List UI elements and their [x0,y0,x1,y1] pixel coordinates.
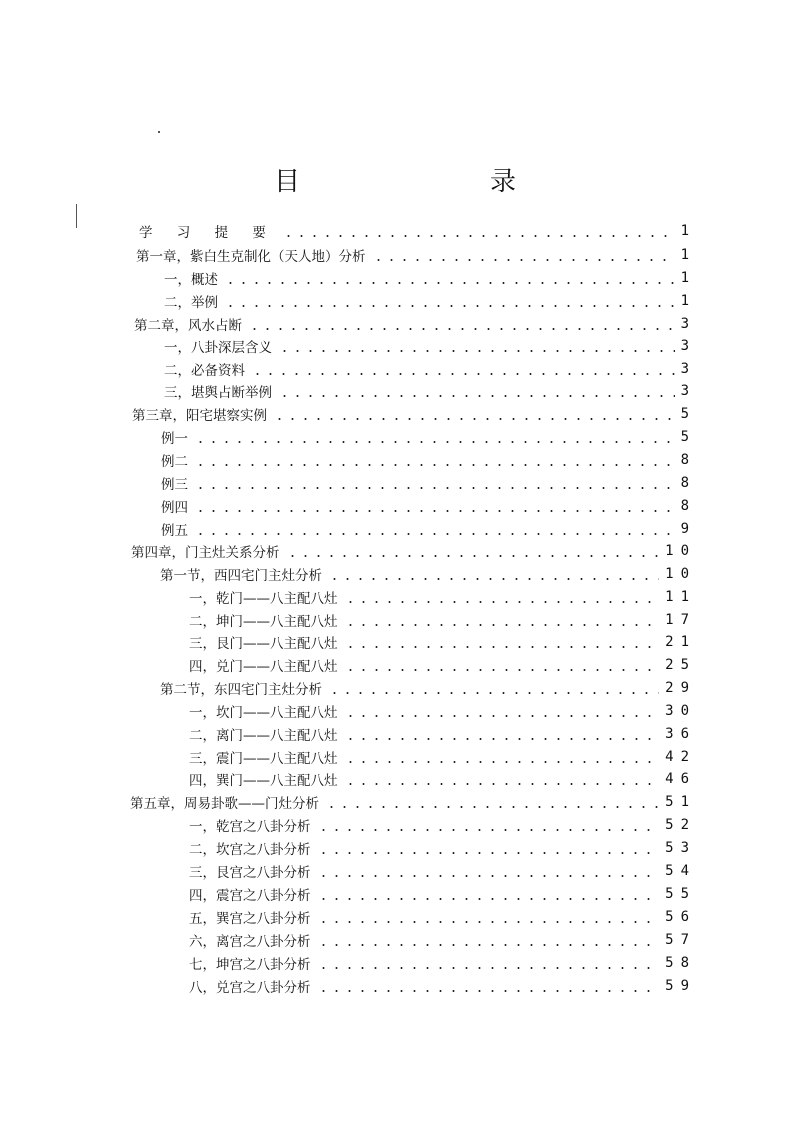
toc-entry[interactable] [161,425,696,448]
toc-entry-label: 例三 [161,476,188,493]
toc-entry[interactable] [189,722,696,745]
toc-entry-page: 36 [665,725,696,742]
toc-leader-dots [344,601,660,603]
toc-entry[interactable] [189,608,696,631]
toc-entry[interactable] [189,859,696,882]
toc-entry-page: 17 [665,611,696,628]
toc-entry-label: 二，必备资料 [164,362,245,379]
toc-entry[interactable] [189,745,696,768]
toc-entry-page: 10 [665,542,696,559]
toc-entry-page: 57 [665,931,696,948]
toc-leader-dots [344,624,660,626]
toc-entry-label: 五，巽宫之八卦分析 [189,910,311,927]
toc-entry-page: 8 [680,474,696,491]
toc-entry[interactable] [164,289,696,312]
toc-leader-dots [317,967,660,969]
toc-entry[interactable] [189,767,696,790]
toc-entry[interactable] [164,334,696,357]
toc-leader-dots [286,555,660,557]
toc-entry-page: 29 [665,679,696,696]
toc-entry-page: 51 [665,793,696,810]
toc-entry-page: 25 [665,656,696,673]
toc-entry[interactable] [189,585,696,608]
toc-leader-dots [344,669,660,671]
toc-leader-dots [344,783,660,785]
toc-leader-dots [344,646,660,648]
toc-entry-label: 八，兑宫之八卦分析 [189,979,311,996]
toc-leader-dots [194,533,675,535]
toc-leader-dots [344,761,660,763]
toc-entry-label: 例四 [161,499,188,516]
toc-entry-label: 一，乾门——八主配八灶 [189,590,338,607]
toc-entry[interactable] [164,266,696,289]
toc-entry[interactable] [189,974,696,997]
toc-entry-page: 1 [680,246,696,263]
toc-entry[interactable] [164,379,696,402]
toc-entry[interactable] [161,494,696,517]
toc-entry-page: 21 [665,633,696,650]
toc-entry-label: 第一章，紫白生克制化（天人地）分析 [136,248,366,265]
toc-entry[interactable] [189,905,696,928]
toc-leader-dots [372,259,675,261]
toc-entry[interactable] [189,928,696,951]
toc-leader-dots [251,373,675,375]
toc-entry-page: 46 [665,770,696,787]
toc-entry[interactable] [139,219,696,242]
toc-entry[interactable] [189,630,696,653]
toc-entry[interactable] [189,882,696,905]
toc-entry-label: 六，离宫之八卦分析 [189,933,311,950]
toc-leader-dots [317,921,660,923]
toc-entry-page: 3 [680,382,696,399]
toc-leader-dots [224,305,675,307]
toc-entry[interactable] [136,243,696,266]
toc-entry[interactable] [189,699,696,722]
toc-entry-label: 第一节，西四宅门主灶分析 [160,567,322,584]
toc-leader-dots [317,852,660,854]
toc-leader-dots [194,464,675,466]
toc-entry-page: 5 [680,428,696,445]
toc-entry-label: 四，震宫之八卦分析 [189,887,311,904]
title-char-right: 录 [490,167,517,197]
toc-entry[interactable] [189,653,696,676]
toc-leader-dots [194,487,675,489]
toc-entry-page: 3 [680,360,696,377]
toc-entry[interactable] [164,357,696,380]
toc-entry-page: 11 [665,588,696,605]
toc-entry-page: 56 [665,908,696,925]
toc-leader-dots [278,395,675,397]
toc-entry-label: 例一 [161,430,188,447]
toc-entry-page: 9 [680,520,696,537]
toc-entry-label: 第三章，阳宅堪察实例 [132,407,267,424]
toc-entry-label: 第五章，周易卦歌——门灶分析 [130,795,319,812]
toc-entry[interactable] [189,836,696,859]
toc-entry-label: 二，坎宫之八卦分析 [189,841,311,858]
toc-entry-label: 二，举例 [164,294,218,311]
toc-entry[interactable] [161,471,696,494]
toc-leader-dots [273,418,675,420]
toc-entry-page: 8 [680,497,696,514]
scan-speck [158,131,160,133]
toc-entry-label: 七，坤宫之八卦分析 [189,956,311,973]
toc-entry-page: 30 [665,702,696,719]
toc-entry[interactable] [160,676,696,699]
toc-leader-dots [248,328,675,330]
toc-entry-label: 二，离门——八主配八灶 [189,727,338,744]
toc-leader-dots [328,692,659,694]
title-char-left: 目 [274,167,301,197]
toc-entry[interactable] [189,813,696,836]
toc-entry-label: 第二节，东四宅门主灶分析 [160,681,322,698]
toc-leader-dots [325,806,659,808]
toc-entry[interactable] [160,562,696,585]
toc-entry-page: 3 [680,337,696,354]
toc-leader-dots [317,944,660,946]
toc-entry-page: 1 [680,222,696,239]
toc-entry-page: 42 [665,748,696,765]
toc-entry-label: 学 习 提 要 [139,224,276,241]
toc-entry-label: 一，八卦深层含义 [164,339,272,356]
toc-entry-page: 3 [680,315,696,332]
toc-leader-dots [317,829,660,831]
scan-speck [76,204,77,228]
toc-leader-dots [194,441,675,443]
toc-entry-page: 53 [665,839,696,856]
toc-leader-dots [194,510,675,512]
toc-entry-page: 54 [665,862,696,879]
toc-entry-label: 例五 [161,522,188,539]
toc-entry-page: 55 [665,885,696,902]
toc-entry-label: 三，艮宫之八卦分析 [189,864,311,881]
toc-entry[interactable] [130,790,696,813]
toc-leader-dots [282,235,675,237]
toc-entry-page: 58 [665,954,696,971]
toc-entry-label: 例二 [161,453,188,470]
toc-entry-page: 59 [665,977,696,994]
toc-entry-label: 一，坎门——八主配八灶 [189,704,338,721]
toc-leader-dots [328,578,659,580]
toc-leader-dots [317,875,660,877]
toc-entry-label: 四，巽门——八主配八灶 [189,772,338,789]
toc-leader-dots [224,282,675,284]
toc-entry-label: 一，乾宫之八卦分析 [189,818,311,835]
toc-leader-dots [317,990,660,992]
toc-entry-label: 三，堪舆占断举例 [164,384,272,401]
toc-entry[interactable] [161,517,696,540]
toc-entry-label: 一，概述 [164,271,218,288]
toc-entry-label: 第四章，门主灶关系分析 [131,544,280,561]
toc-entry[interactable] [134,312,696,335]
toc-entry-label: 二，坤门——八主配八灶 [189,613,338,630]
toc-entry[interactable] [161,448,696,471]
toc-entry[interactable] [132,402,696,425]
toc-entry-page: 52 [665,816,696,833]
toc-entry-label: 三，震门——八主配八灶 [189,750,338,767]
toc-entry-page: 1 [680,292,696,309]
toc-entry-page: 1 [680,269,696,286]
toc-entry[interactable] [131,539,696,562]
toc-entry-label: 三，艮门——八主配八灶 [189,635,338,652]
toc-leader-dots [317,898,660,900]
page-title [0,164,793,204]
toc-entry-page: 5 [680,405,696,422]
toc-entry-label: 第二章，风水占断 [134,317,242,334]
toc-leader-dots [344,738,660,740]
toc-entry[interactable] [189,951,696,974]
toc-entry-page: 10 [665,565,696,582]
toc-entry-page: 8 [680,451,696,468]
toc-leader-dots [344,715,660,717]
toc-leader-dots [278,350,675,352]
toc-entry-label: 四，兑门——八主配八灶 [189,658,338,675]
